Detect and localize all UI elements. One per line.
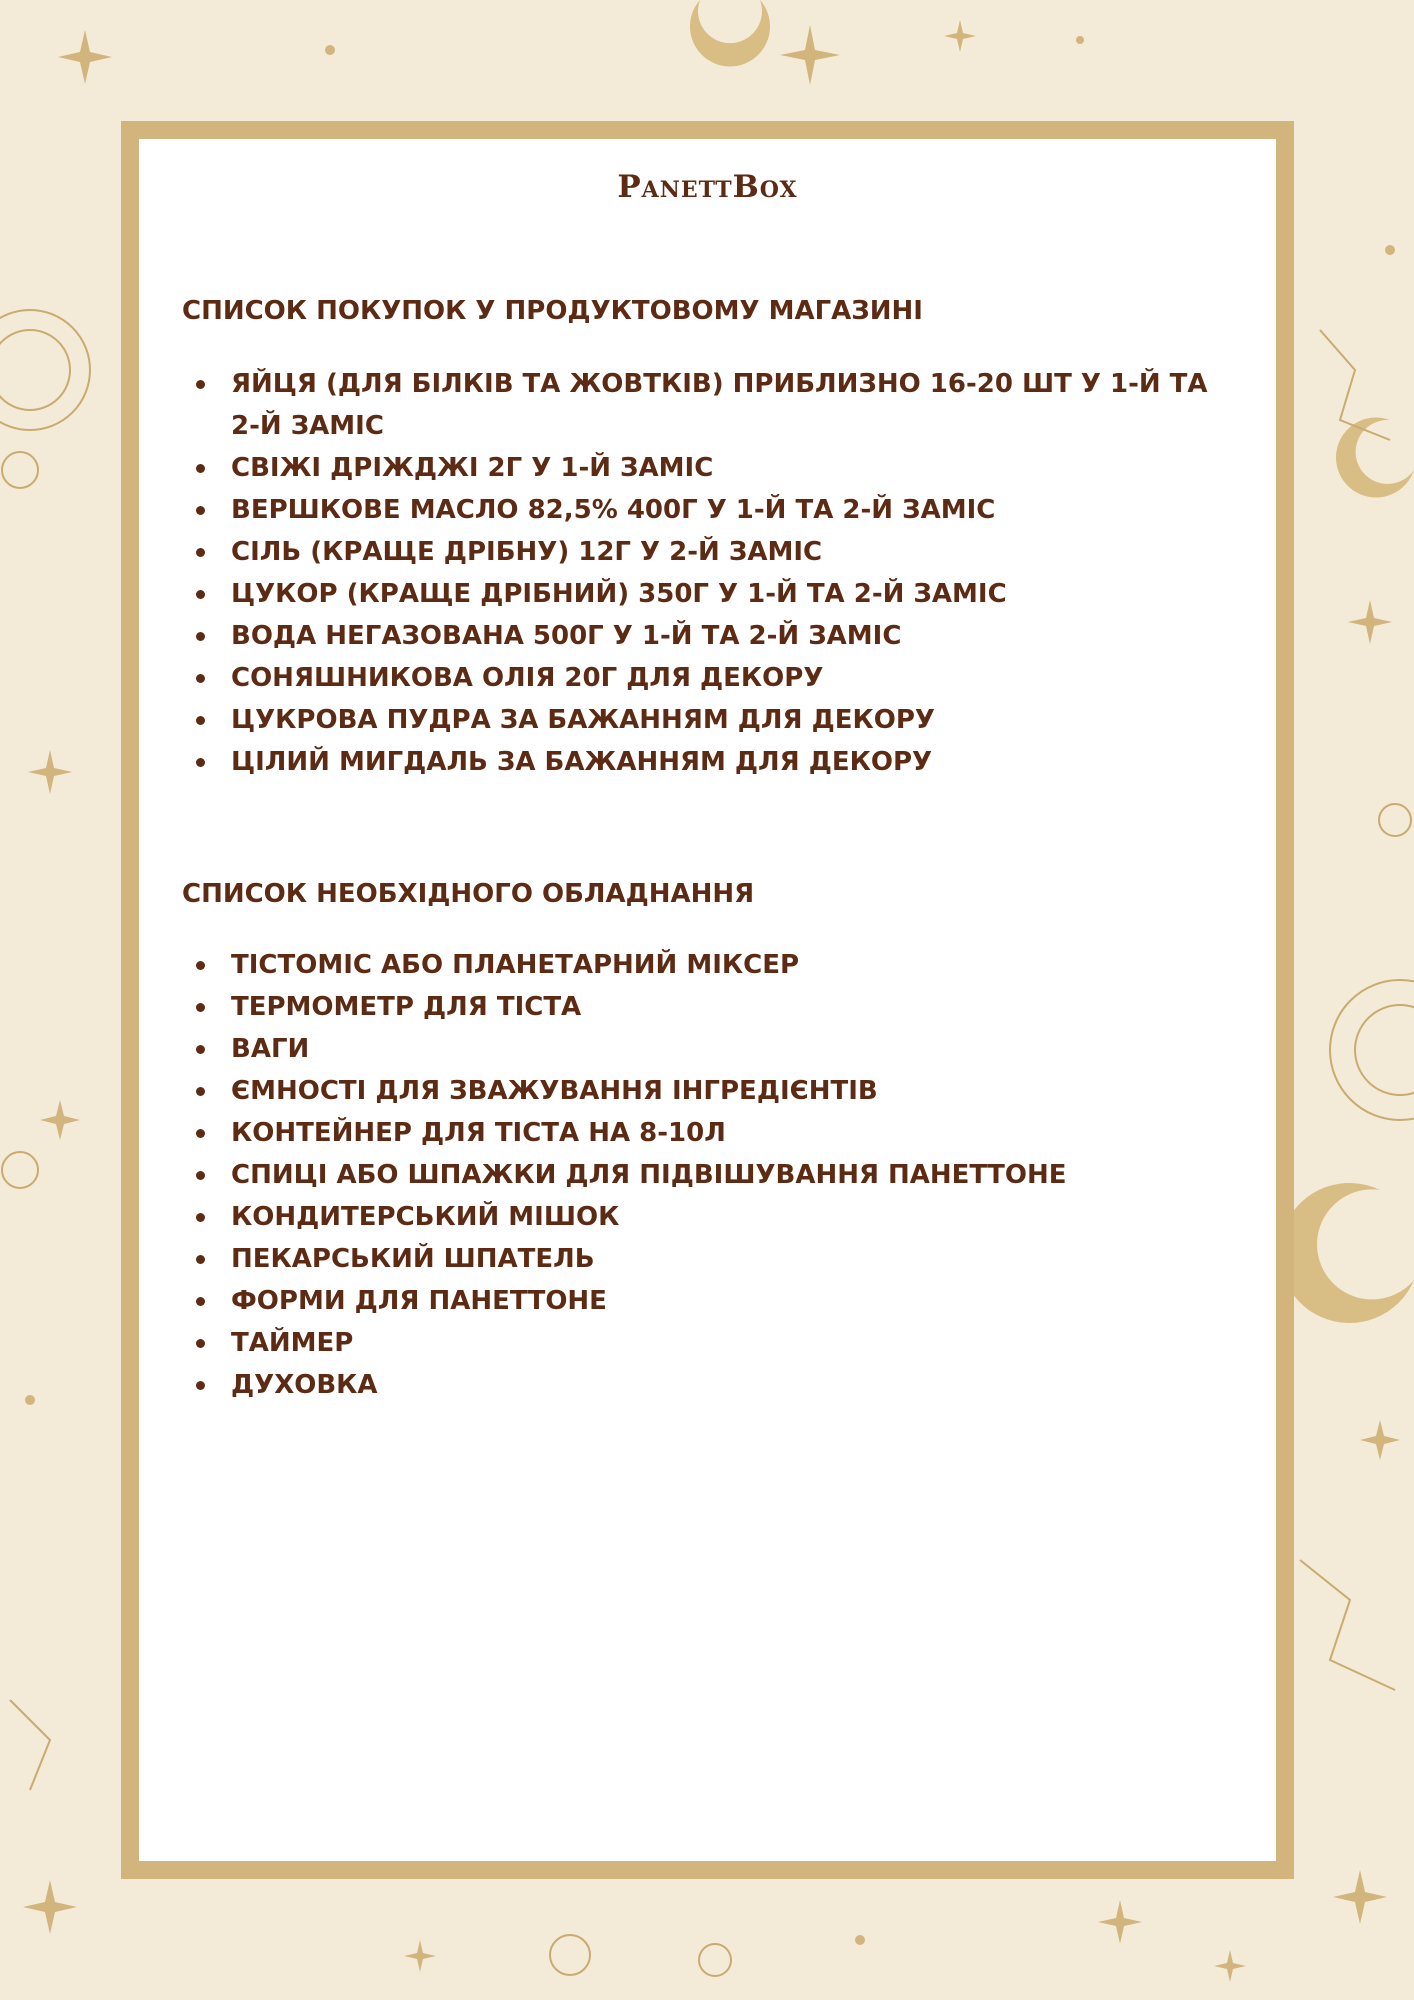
- crescent-moon-icon: [690, 0, 770, 66]
- orbit-ring-icon: [0, 310, 90, 430]
- list-item: ЦУКОР (КРАЩЕ ДРІБНИЙ) 350Г У 1-Й ТА 2-Й ЗАМІС: [182, 573, 1222, 615]
- list-item: СІЛЬ (КРАЩЕ ДРІБНУ) 12Г У 2-Й ЗАМІС: [182, 531, 1222, 573]
- list-item: КОНДИТЕРСЬКИЙ МІШОК: [182, 1196, 1222, 1238]
- sun-icon: [1379, 804, 1411, 836]
- star-icon: [1360, 1420, 1400, 1460]
- star-icon: [1214, 1950, 1246, 1982]
- list-item: ЄМНОСТІ ДЛЯ ЗВАЖУВАННЯ ІНГРЕДІЄНТІВ: [182, 1070, 1222, 1112]
- constellation-icon: [1300, 1560, 1395, 1690]
- orbit-ring-icon: [0, 330, 70, 410]
- list-item: СПИЦІ АБО ШПАЖКИ ДЛЯ ПІДВІШУВАННЯ ПАНЕТТОНЕ: [182, 1154, 1222, 1196]
- star-icon: [58, 30, 112, 84]
- dot-star-icon: [1385, 245, 1395, 255]
- list-item: ВОДА НЕГАЗОВАНА 500Г У 1-Й ТА 2-Й ЗАМІС: [182, 615, 1222, 657]
- sun-icon: [2, 1152, 38, 1188]
- dot-star-icon: [25, 1395, 35, 1405]
- list-item: ТЕРМОМЕТР ДЛЯ ТІСТА: [182, 986, 1222, 1028]
- constellation-icon: [10, 1700, 50, 1790]
- star-icon: [28, 750, 72, 794]
- list-item: ВАГИ: [182, 1028, 1222, 1070]
- equipment-list: [182, 944, 1222, 1406]
- list-item: ДУХОВКА: [182, 1364, 1222, 1406]
- dot-star-icon: [855, 1935, 865, 1945]
- list-item: ЦУКРОВА ПУДРА ЗА БАЖАННЯМ ДЛЯ ДЕКОРУ: [182, 699, 1222, 741]
- star-icon: [1098, 1900, 1142, 1944]
- star-icon: [40, 1100, 80, 1140]
- grocery-list: [182, 363, 1222, 783]
- equipment-list-title: СПИСОК НЕОБХІДНОГО ОБЛАДНАННЯ: [182, 879, 755, 909]
- star-icon: [1333, 1870, 1387, 1924]
- content-card: [121, 121, 1294, 1879]
- list-item: ЯЙЦЯ (ДЛЯ БІЛКІВ ТА ЖОВТКІВ) ПРИБЛИЗНО 16-20 ШТ У 1-Й ТА 2-Й ЗАМІС: [182, 363, 1222, 447]
- star-icon: [780, 25, 840, 85]
- dot-star-icon: [1076, 36, 1084, 44]
- orbit-ring-icon: [1330, 980, 1414, 1120]
- star-icon: [404, 1940, 436, 1972]
- star-icon: [944, 20, 976, 52]
- list-item: СВІЖІ ДРІЖДЖІ 2Г У 1-Й ЗАМІС: [182, 447, 1222, 489]
- orbit-ring-icon: [1355, 1005, 1414, 1095]
- list-item: ПЕКАРСЬКИЙ ШПАТЕЛЬ: [182, 1238, 1222, 1280]
- crescent-moon-icon: [1336, 417, 1414, 497]
- list-item: КОНТЕЙНЕР ДЛЯ ТІСТА НА 8-10Л: [182, 1112, 1222, 1154]
- crescent-moon-icon: [138, 1880, 300, 2000]
- list-item: ВЕРШКОВЕ МАСЛО 82,5% 400Г У 1-Й ТА 2-Й ЗАМІС: [182, 489, 1222, 531]
- list-item: ФОРМИ ДЛЯ ПАНЕТТОНЕ: [182, 1280, 1222, 1322]
- star-icon: [23, 1880, 77, 1934]
- sun-icon: [550, 1935, 590, 1975]
- sun-icon: [699, 1944, 731, 1976]
- list-item: ЦІЛИЙ МИГДАЛЬ ЗА БАЖАННЯМ ДЛЯ ДЕКОРУ: [182, 741, 1222, 783]
- list-item: СОНЯШНИКОВА ОЛІЯ 20Г ДЛЯ ДЕКОРУ: [182, 657, 1222, 699]
- crescent-moon-icon: [1279, 1183, 1414, 1323]
- list-item: ТАЙМЕР: [182, 1322, 1222, 1364]
- dot-star-icon: [325, 45, 335, 55]
- list-item: ТІСТОМІС АБО ПЛАНЕТАРНИЙ МІКСЕР: [182, 944, 1222, 986]
- brand-logo: PanettBox: [617, 169, 798, 205]
- sun-icon: [2, 452, 38, 488]
- star-icon: [1348, 600, 1392, 644]
- grocery-list-title: СПИСОК ПОКУПОК У ПРОДУКТОВОМУ МАГАЗИНІ: [182, 296, 923, 326]
